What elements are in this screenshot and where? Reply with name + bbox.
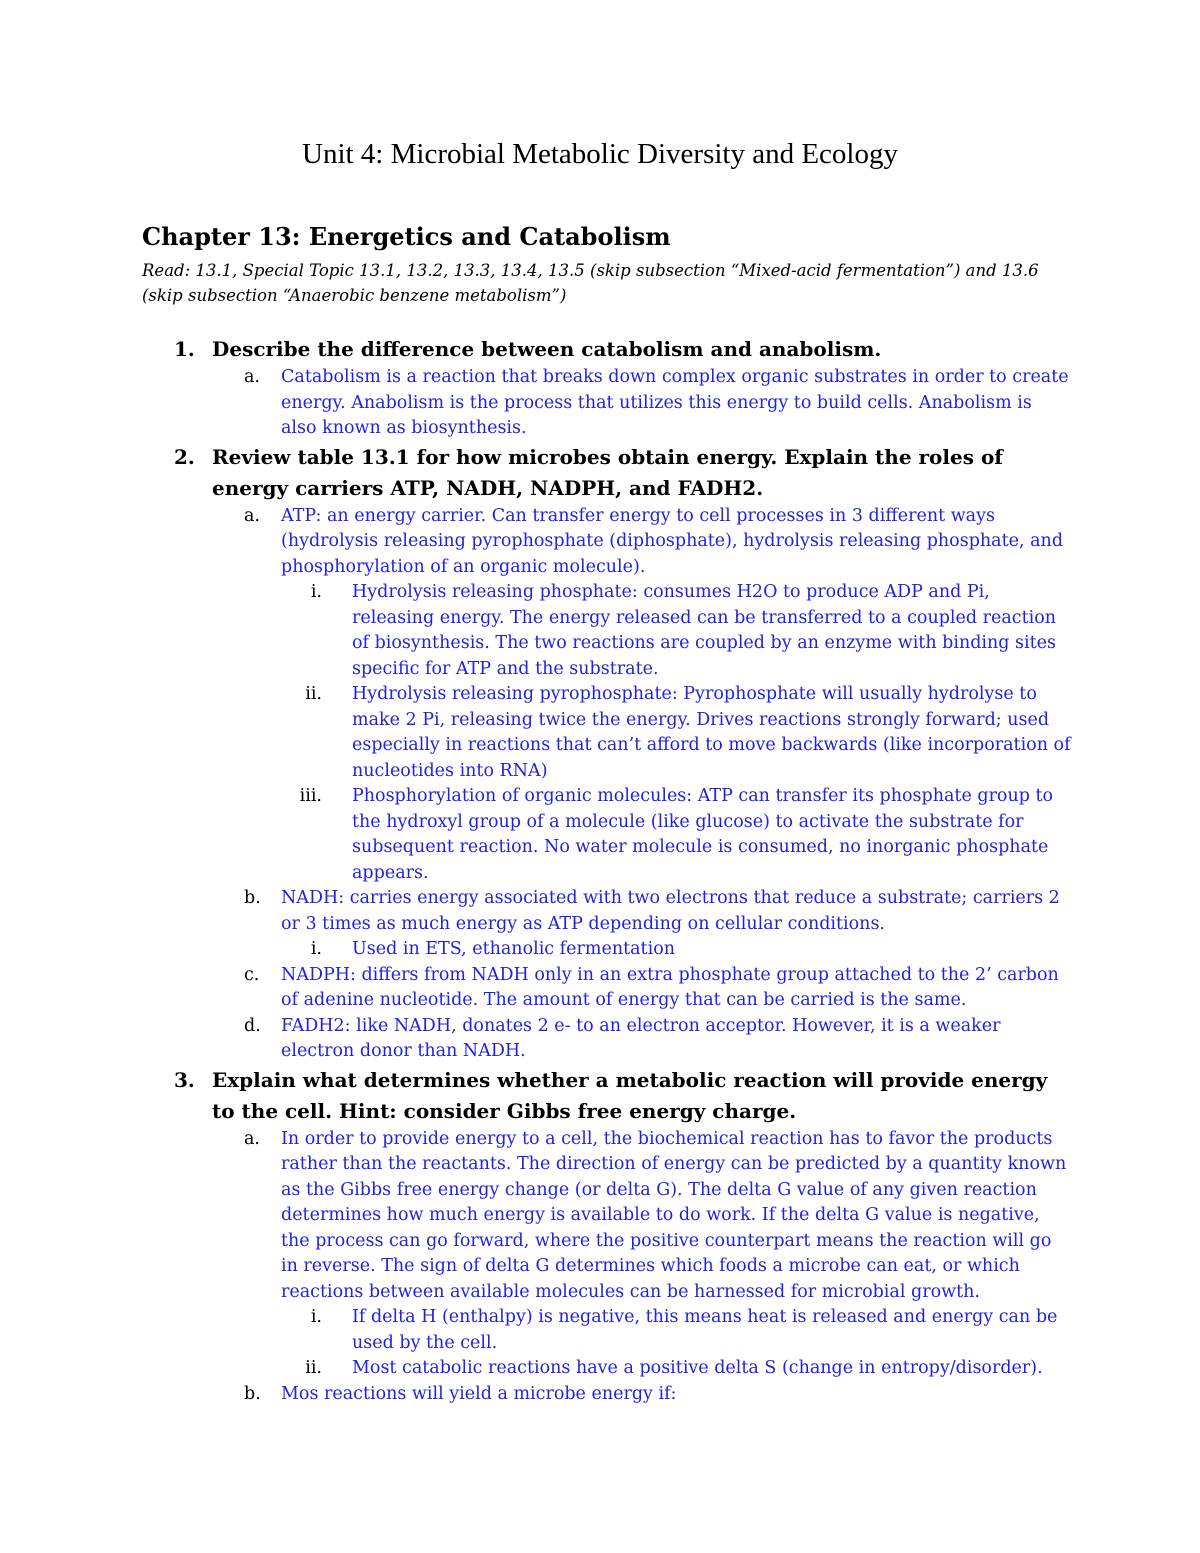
sub-answer-text: Most catabolic reactions have a positive delta S (change in entropy/disorder). xyxy=(352,1358,1043,1378)
answer-2a xyxy=(142,504,1072,581)
sub-answer-text: Hydrolysis releasing phosphate: consumes H2O to produce ADP and Pi, releasing energy. The energy released can be transferred to a coupled reaction of biosynthesis. The two reactions are coupled by an enzyme with binding sites specific for ATP and the substrate. xyxy=(352,582,1057,679)
sub-answer-numeral: iii. xyxy=(299,786,322,806)
answer-2d xyxy=(142,1014,1072,1065)
question-text: Describe the difference between catabolism and anabolism. xyxy=(212,337,882,361)
sub-answer-text: Hydrolysis releasing pyrophosphate: Pyrophosphate will usually hydrolyse to make 2 Pi, releasing twice the energy. Drives reactions strongly forward; used especially in reactions that can’t afford to move backwards (like incorporation of nucleotides into RNA) xyxy=(352,684,1071,781)
answer-1a xyxy=(142,365,1072,442)
question-1 xyxy=(142,334,1072,365)
answer-text: In order to provide energy to a cell, the biochemical reaction has to favor the products rather than the reactants. The direction of energy can be predicted by a quantity known as the Gibbs free energy change (or delta G). The delta G value of any given reaction determines how much energy is available to do work. If the delta G value is negative, the process can go forward, where the positive counterpart means the reaction will go in reverse. The sign of delta G determines which foods a microbe can eat, or which reactions between available molecules can be harnessed for microbial growth. xyxy=(281,1128,1067,1302)
answer-3a xyxy=(142,1127,1072,1306)
question-number: 2. xyxy=(174,444,195,469)
sub-answer-numeral: ii. xyxy=(305,1358,322,1378)
question-number: 1. xyxy=(174,337,195,361)
sub-answer-numeral: i. xyxy=(310,582,322,602)
reading-assignment: Read: 13.1, Special Topic 13.1, 13.2, 13.3, 13.4, 13.5 (skip subsection “Mixed-acid fermentation”) and 13.6 (skip subsection “Anaerobic benzene metabolism”) xyxy=(142,261,1039,305)
sub-answer-numeral: ii. xyxy=(305,684,322,704)
sub-answer-text: Phosphorylation of organic molecules: ATP can transfer its phosphate group to the hydroxyl group of a molecule (like glucose) to activate the substrate for subsequent reaction. No water molecule is consumed, no inorganic phosphate appears. xyxy=(352,786,1054,883)
answer-letter: a. xyxy=(244,505,260,526)
answer-letter: a. xyxy=(244,367,260,387)
answer-text: Catabolism is a reaction that breaks down complex organic substrates in order to create energy. Anabolism is the process that utilizes this energy to build cells. Anabolism is also known as biosynthesis. xyxy=(281,367,1069,438)
answer-text: FADH2: like NADH, donates 2 e- to an electron acceptor. However, it is a weaker electron donor than NADH. xyxy=(281,1015,1001,1061)
question-list xyxy=(142,334,1072,1407)
sub-answer-text: If delta H (enthalpy) is negative, this means heat is released and energy can be used by the cell. xyxy=(352,1307,1058,1353)
answer-letter: b. xyxy=(244,888,261,908)
answer-letter: a. xyxy=(244,1128,260,1149)
answer-3a-i xyxy=(142,1305,1072,1356)
sub-answer-numeral: i. xyxy=(310,939,322,959)
question-text: Review table 13.1 for how microbes obtain energy. Explain the roles of energy carriers ATP, NADH, NADPH, and FADH2. xyxy=(212,444,1003,500)
answer-2a-iii xyxy=(142,784,1072,886)
answer-2a-i xyxy=(142,580,1072,682)
sub-answer-text: Used in ETS, ethanolic fermentation xyxy=(352,939,675,959)
answer-letter: d. xyxy=(244,1015,261,1036)
answer-text: Mos reactions will yield a microbe energy if: xyxy=(281,1383,677,1404)
answer-text: ATP: an energy carrier. Can transfer energy to cell processes in 3 different ways (hydrolysis releasing pyrophosphate (diphosphate), hydrolysis releasing phosphate, and phosphorylation of an organic molecule). xyxy=(281,505,1064,577)
sub-answer-numeral: i. xyxy=(310,1307,322,1327)
answer-3b xyxy=(142,1382,1072,1408)
question-number: 3. xyxy=(174,1067,195,1092)
question-2 xyxy=(142,442,1072,504)
answer-text: NADH: carries energy associated with two electrons that reduce a substrate; carriers 2 or 3 times as much energy as ATP depending on cellular conditions. xyxy=(281,888,1060,934)
chapter-title: Chapter 13: Energetics and Catabolism xyxy=(142,222,671,251)
answer-text: NADPH: differs from NADH only in an extra phosphate group attached to the 2’ carbon of adenine nucleotide. The amount of energy that can be carried is the same. xyxy=(281,964,1059,1010)
answer-2b-i xyxy=(142,937,1072,963)
answer-3a-ii xyxy=(142,1356,1072,1382)
answer-2a-ii xyxy=(142,682,1072,784)
answer-2c xyxy=(142,963,1072,1014)
unit-title: Unit 4: Microbial Metabolic Diversity and Ecology xyxy=(302,138,898,170)
question-3 xyxy=(142,1065,1072,1127)
answer-letter: c. xyxy=(244,964,260,985)
answer-letter: b. xyxy=(244,1383,261,1404)
answer-2b xyxy=(142,886,1072,937)
question-text: Explain what determines whether a metabolic reaction will provide energy to the cell. Hint: consider Gibbs free energy charge. xyxy=(212,1067,1048,1123)
